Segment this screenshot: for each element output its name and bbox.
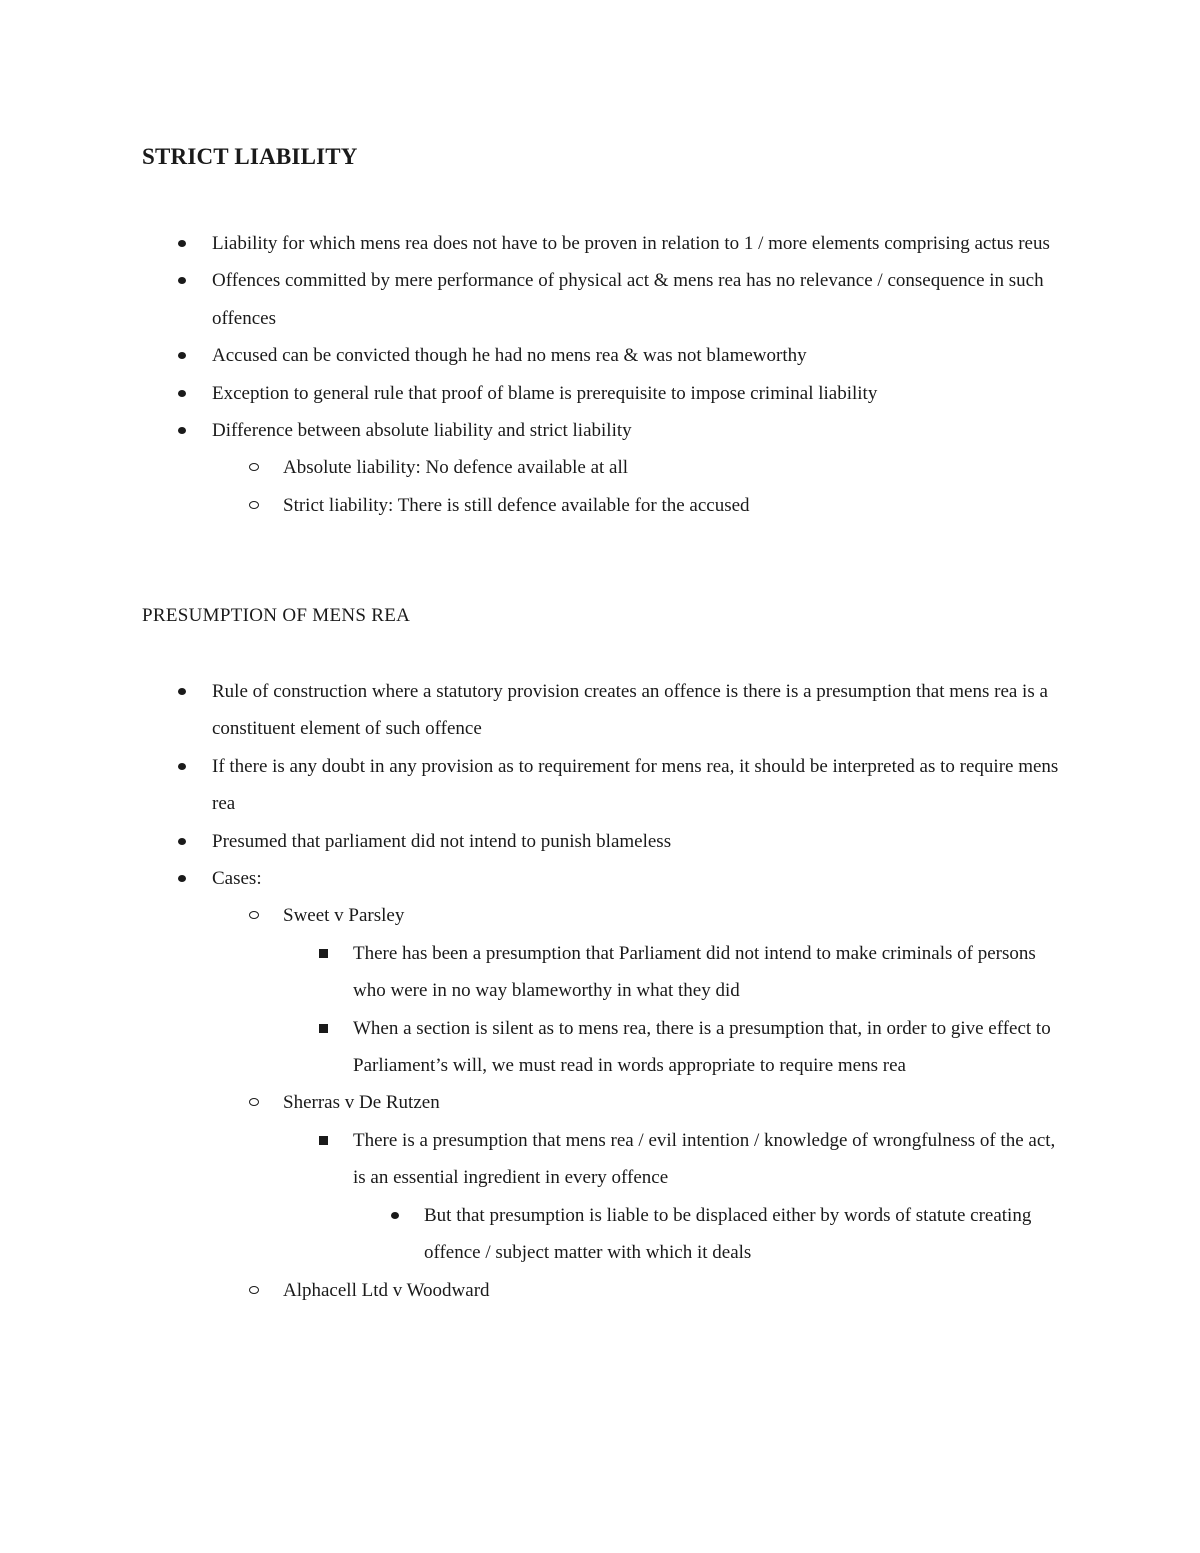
sub-list-item — [0, 449, 1063, 486]
bullet-dot-icon — [178, 390, 186, 397]
list-item-text: Presumed that parliament did not intend to punish blameless — [212, 830, 672, 852]
section-heading: PRESUMPTION OF MENS REA — [142, 605, 411, 626]
list-item-text: Liability for which mens rea does not have to be proven in relation to 1 / more elements comprising actus reus — [212, 233, 1050, 254]
list-item-text: Rule of construction where a statutory provision creates an offence is there is a presumption that mens rea is a constituent element of such offence — [212, 681, 1048, 740]
bullet-dot-icon — [178, 277, 186, 284]
list-item-text: Cases: — [212, 868, 262, 890]
list-item — [0, 673, 1072, 748]
bullet-dot-icon — [178, 240, 186, 247]
sub-list-item-text: Absolute liability: No defence available at all — [283, 457, 629, 479]
case-point — [0, 1122, 1068, 1197]
bullet-square-icon — [319, 949, 328, 958]
case-sub-point — [0, 1197, 1064, 1272]
case-name-text: Sherras v De Rutzen — [283, 1092, 440, 1114]
bullet-dot-icon — [178, 352, 186, 359]
case-point-text: There is a presumption that mens rea / evil intention / knowledge of wrongfulness of the act, is an essential ingredient in every offence — [353, 1129, 1056, 1189]
bullet-dot-icon — [178, 427, 186, 434]
bullet-dot-icon — [391, 1212, 399, 1219]
case-name-text: Alphacell Ltd v Woodward — [283, 1279, 490, 1301]
bullet-circle-icon — [249, 501, 259, 509]
case-name-text: Sweet v Parsley — [283, 905, 405, 927]
case-point — [0, 1010, 1068, 1085]
case-name — [0, 1084, 1063, 1121]
case-name — [0, 1272, 1063, 1309]
bullet-dot-icon — [178, 763, 186, 770]
bullet-circle-icon — [249, 911, 259, 919]
case-point-text: There has been a presumption that Parliament did not intend to make criminals of persons who were in no way blameworthy in what they did — [353, 942, 1036, 1002]
document-title: STRICT LIABILITY — [142, 144, 358, 169]
bullet-circle-icon — [249, 1098, 259, 1106]
case-point — [0, 935, 1068, 1010]
bullet-dot-icon — [178, 838, 186, 845]
bullet-circle-icon — [249, 463, 259, 471]
sub-list-item-text: Strict liability: There is still defence available for the accused — [283, 494, 750, 516]
presumption-list — [0, 673, 1200, 1309]
bullet-square-icon — [319, 1024, 328, 1033]
case-sub-point-text: But that presumption is liable to be displaced either by words of statute creating offence / subject matter with which it deals — [424, 1204, 1032, 1264]
list-item — [0, 748, 1072, 823]
case-point-text: When a section is silent as to mens rea, there is a presumption that, in order to give effect to Parliament’s will, we must read in words appropriate to require mens rea — [353, 1017, 1051, 1077]
bullet-circle-icon — [249, 1286, 259, 1294]
list-item — [0, 412, 1072, 449]
list-item — [0, 262, 1072, 337]
list-item-text: Exception to general rule that proof of blame is prerequisite to impose criminal liability — [212, 382, 878, 404]
sub-list-item — [0, 487, 1063, 524]
bullet-dot-icon — [178, 688, 186, 695]
list-item-text: Accused can be convicted though he had no mens rea & was not blameworthy — [212, 345, 807, 367]
list-item-text: Offences committed by mere performance of physical act & mens rea has no relevance / consequence in such offences — [212, 270, 1044, 329]
bullet-square-icon — [319, 1136, 328, 1145]
list-item — [0, 337, 1072, 374]
list-item — [0, 375, 1072, 412]
list-item-text: If there is any doubt in any provision as to requirement for mens rea, it should be interpreted as to require mens rea — [212, 755, 1059, 815]
strict-liability-list — [0, 225, 1200, 524]
list-item — [0, 225, 1072, 262]
list-item — [0, 860, 1072, 897]
bullet-dot-icon — [178, 875, 186, 882]
list-item-text: Difference between absolute liability and strict liability — [212, 420, 632, 442]
list-item — [0, 823, 1072, 860]
case-name — [0, 897, 1063, 934]
